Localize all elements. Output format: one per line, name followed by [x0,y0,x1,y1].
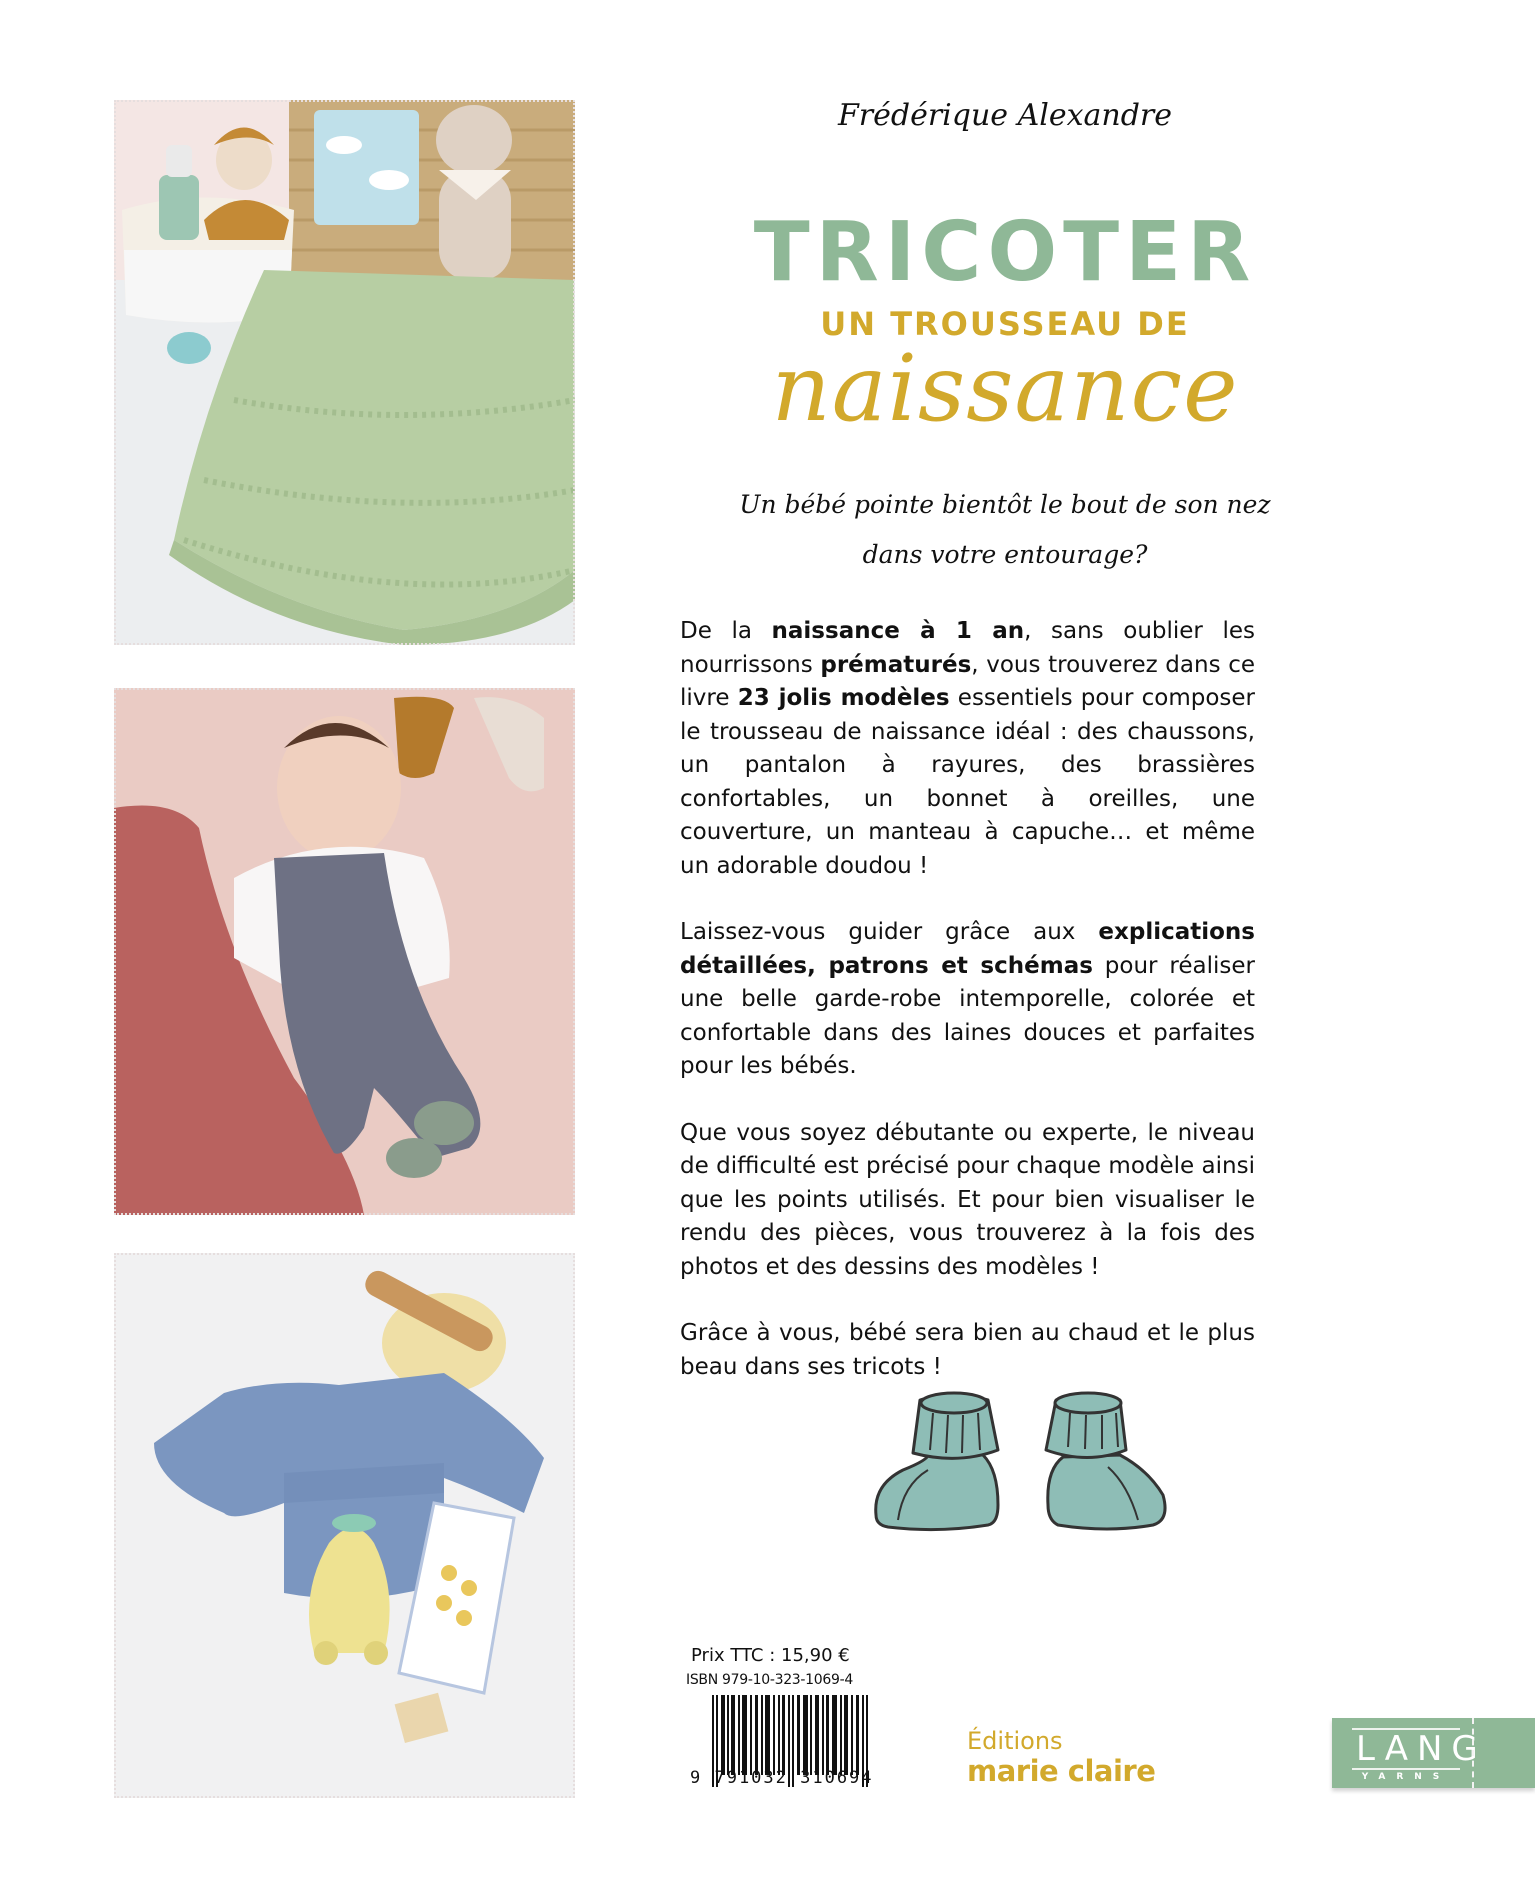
booties-illustration-icon [858,1375,1178,1540]
tagline-line-2: dans votre entourage? [862,540,1148,569]
blurb-paragraph-1: De la naissance à 1 an, sans oublier les nourrissons prématurés, vous trouverez dans ce livre 23 jolis modèles essentiels pour composer le trousseau de naissance idéal : des chaussons, un pantalon à rayures, des brassières confortables, un bonnet à oreilles, une couverture, un manteau à capuche… et même un adorable doudou ! [680,618,1256,879]
blurb-paragraph-4: Grâce à vous, bébé sera bien au chaud et le plus beau dans ses tricots ! [680,1320,1255,1380]
lang-yarns-badge [1332,1718,1535,1788]
baby-photo-image [114,688,575,1215]
title-line-1: TRICOTER [753,205,1257,300]
photo-blue-sweater [114,1253,575,1798]
blurb-paragraph-2: Laissez-vous guider grâce aux explications détaillées, patrons et schémas pour réaliser une belle garde-robe intemporelle, colorée et confortable dans des laines douces et parfaites pour les bébés. [680,919,1255,1079]
publisher-line-1: Éditions [967,1727,1063,1755]
blurb [680,615,1255,1417]
blanket-photo-image [114,100,575,645]
lang-subtitle: YARNS [1361,1772,1451,1782]
badge-dashed-divider [1472,1718,1474,1788]
price-label: Prix TTC : 15,90 € [691,1645,850,1666]
tagline-line-1: Un bébé pointe bientôt le bout de son nez [739,490,1271,519]
author-name: Frédérique Alexandre [837,98,1173,133]
book-title-subtitle: UN TROUSSEAU DE [820,305,1190,343]
photo-blanket [114,100,575,645]
publisher-logo: marie claire [967,1754,1156,1788]
book-title-main [700,205,1310,300]
lang-wordmark: LANG [1352,1728,1460,1770]
emphasis: 23 jolis modèles [737,685,950,711]
emphasis: prématurés [820,651,972,678]
barcode-digits: 9 791032 310694 [690,1768,874,1788]
photo-baby-overalls [114,688,575,1215]
emphasis: naissance à 1 an [771,618,1025,644]
book-title-script: naissance [771,335,1239,442]
blurb-paragraph-3: Que vous soyez débutante ou experte, le niveau de difficulté est précisé pour chaque modèle ainsi que les points utilisés. Et pour bien visualiser le rendu des pièces, vous trouverez à la fois des photos et des dessins des modèles ! [680,1119,1255,1280]
isbn-label: ISBN 979-10-323-1069-4 [686,1672,853,1688]
tagline [700,480,1310,580]
sweater-photo-image [114,1253,575,1798]
emphasis: explications détaillées, patrons et schémas [680,919,1255,979]
